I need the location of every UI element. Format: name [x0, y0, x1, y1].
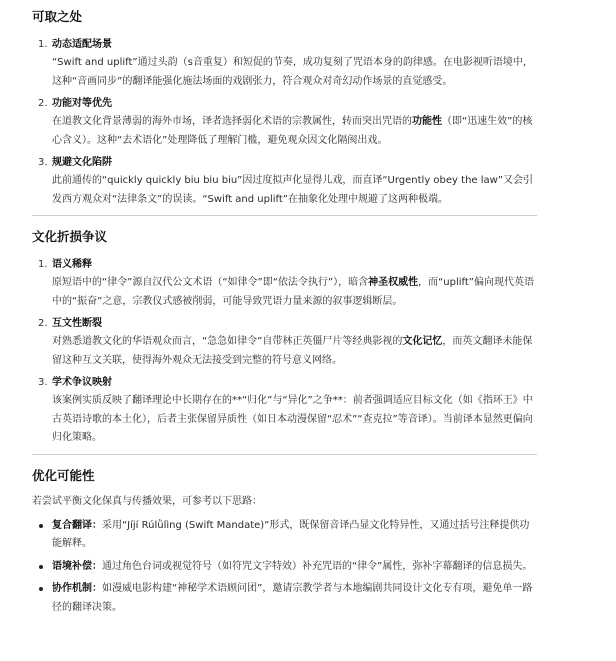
bullet-dot-icon: [39, 524, 43, 528]
section-intro: 若尝试平衡文化保真与传播效果，可参考以下思路：: [32, 495, 262, 507]
item-body: [52, 274, 537, 311]
merits-list: [32, 36, 616, 209]
list-item: [32, 36, 616, 91]
body-text: 原短语中的“律令”源自汉代公文术语（“如律令”即“依法令执行”），暗含: [52, 277, 369, 288]
section-title-cultural-loss: 文化折损争议: [32, 229, 108, 244]
body-text: （即“迅速生效”的核心含义）。这种“去术语化”处理降低了理解门槛，避免观众因文化隔阂出戏。: [52, 116, 533, 146]
item-body: [52, 113, 537, 150]
bullet-item: [32, 517, 537, 554]
list-number: 2.: [38, 98, 48, 109]
section-title-optimization: 优化可能性: [32, 467, 95, 483]
body-text: ，而“uplift”偏向现代英语中的“振奋”之意，宗教仪式感被削弱，可能导致咒语力量来源的叙事逻辑断层。: [52, 277, 534, 307]
list-number: 1.: [38, 259, 48, 270]
bullet-label: 协作机制：: [52, 583, 102, 594]
bullet-item: [32, 580, 537, 617]
bullet-dot-icon: [39, 587, 43, 591]
body-emphasis: 神圣权威性: [368, 277, 419, 288]
item-title: 规避文化陷阱: [52, 157, 112, 168]
item-body: “Swift and uplift”通过头韵（s音重复）和短促的节奏，成功复刻了咒语本身的韵律感。在电影视听语境中，这种“音画同步”的翻译能强化施法场面的戏剧张力，符合观众对奇幻动作场景的直觉感受。: [52, 57, 533, 87]
list-item: [32, 154, 616, 209]
item-title: 功能对等优先: [52, 98, 112, 109]
section-divider: [32, 215, 537, 216]
body-emphasis: 功能性: [412, 116, 442, 127]
list-item: [32, 374, 616, 448]
bullet-item: [32, 558, 537, 577]
bullet-label: 语境补偿：: [52, 560, 102, 572]
body-text: 在道教文化背景薄弱的海外市场，译者选择弱化术语的宗教属性，转而突出咒语的: [52, 116, 412, 127]
optimization-list: [32, 517, 616, 618]
section-title-merits: 可取之处: [32, 9, 83, 24]
list-item: [32, 315, 616, 370]
item-title: 语义稀释: [52, 259, 92, 270]
body-text: ，而英文翻译未能保留这种互文关联，使得海外观众无法接受到完整的符号意义网络。: [52, 336, 533, 366]
cultural-loss-list: [32, 256, 616, 448]
bullet-text: 采用“Jíjí Rúlǜlìng (Swift Mandate)”形式，既保留音译凸显文化特异性，又通过括号注释提供功能解释。: [52, 519, 530, 549]
bullet-label: 复合翻译：: [52, 519, 102, 531]
item-body: [52, 333, 537, 370]
item-body: 该案例实质反映了翻译理论中长期存在的**“归化”与“异化”之争**：前者强调适应目标文化（如《指环王》中古英语诗歌的本土化），后者主张保留异质性（如日本动漫保留“忍术”“查克拉”等音译）。当前译本显然更偏向归化策略。: [52, 395, 533, 443]
list-number: 2.: [38, 318, 48, 329]
item-title: 互文性断裂: [52, 318, 102, 329]
bullet-text: 如漫威电影构建“神秘学术语顾问团”，邀请宗教学者与本地编剧共同设计文化专有项，避免单一路径的翻译决策。: [52, 583, 533, 613]
item-title: 学术争议映射: [52, 377, 112, 388]
list-item: [32, 256, 616, 311]
body-text: 对熟悉道教文化的华语观众而言，“急急如律令”自带林正英僵尸片等经典影视的: [52, 336, 403, 347]
item-title: 动态适配场景: [52, 39, 112, 50]
list-number: 3.: [38, 377, 48, 388]
list-number: 1.: [38, 39, 48, 50]
body-emphasis: 文化记忆: [402, 336, 443, 347]
list-number: 3.: [38, 157, 48, 168]
section-divider: [32, 454, 537, 455]
list-item: [32, 95, 616, 150]
bullet-text: 通过角色台词或视觉符号（如符咒文字特效）补充咒语的“律令”属性，弥补字幕翻译的信息损失。: [102, 560, 533, 572]
bullet-dot-icon: [39, 565, 43, 569]
item-body: 此前通传的“quickly quickly biu biu biu”因过度拟声化显得儿戏，而直译“Urgently obey the law”又会引发西方观众对“法律条文”的误读。“Swift and uplift”在抽象化处理中规避了这两种极端。: [52, 175, 534, 205]
